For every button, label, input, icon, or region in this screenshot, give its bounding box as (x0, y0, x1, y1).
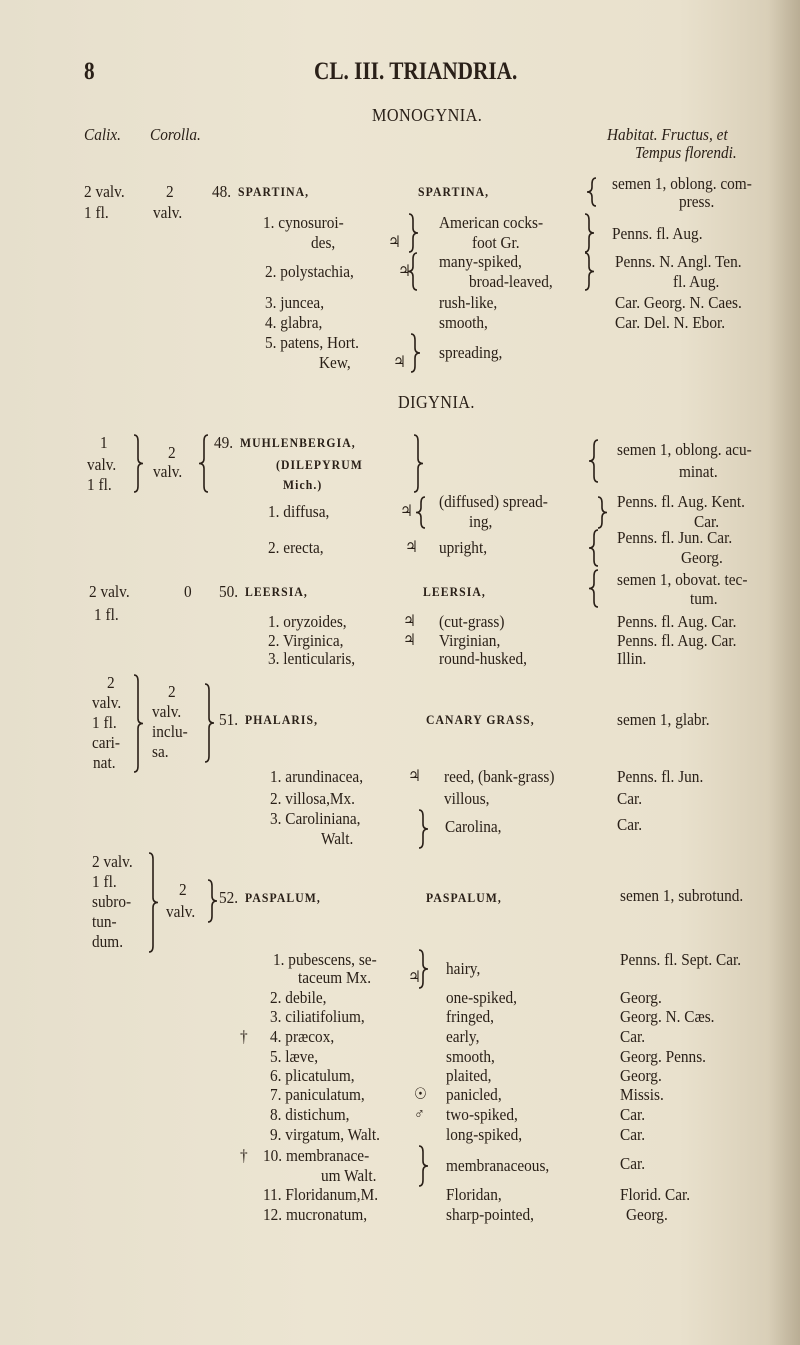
species-habitat: Penns. fl. Jun. (617, 767, 704, 786)
species-name: des, (311, 233, 336, 252)
species-habitat: Georg. Penns. (620, 1047, 706, 1066)
left-brace (589, 570, 598, 607)
species-english-name: early, (446, 1027, 480, 1046)
species-name: 2. erecta, (268, 538, 324, 557)
genus-number: 48. (212, 182, 232, 201)
genus-synonym: Mich.) (283, 477, 323, 492)
species-english-name: (cut-grass) (439, 612, 505, 631)
species-english-name: broad-leaved, (469, 272, 553, 291)
species-habitat: Car. (620, 1154, 646, 1173)
species-habitat: Illin. (617, 649, 647, 668)
calix-text: nat. (93, 753, 116, 772)
dagger-mark: † (240, 1146, 248, 1165)
left-brace (589, 440, 598, 482)
corolla-text: valv. (166, 902, 196, 921)
corolla-text: 2 (166, 182, 174, 201)
species-english-name: one-spiked, (446, 988, 517, 1007)
corolla-text: inclu- (152, 722, 188, 741)
right-brace (134, 675, 143, 772)
right-brace (419, 810, 428, 848)
left-brace (587, 178, 596, 206)
species-name: 5. læve, (270, 1047, 319, 1066)
species-habitat: Car. (620, 1027, 646, 1046)
right-brace (585, 214, 594, 252)
species-habitat: Georg. N. Cæs. (620, 1007, 715, 1026)
species-name: Kew, (319, 353, 351, 372)
column-header-habitat: Tempus florendi. (635, 143, 737, 162)
species-name: 11. Floridanum,M. (263, 1185, 379, 1204)
species-english-name: membranaceous, (446, 1156, 550, 1175)
species-name: 9. virgatum, Walt. (270, 1125, 380, 1144)
duration-symbol-icon: ☉ (414, 1086, 427, 1103)
species-english-name: Floridan, (446, 1185, 502, 1204)
species-english-name: smooth, (439, 313, 488, 332)
species-name: 2. polystachia, (265, 262, 354, 281)
genus-english-name: CANARY GRASS, (426, 712, 535, 727)
right-brace (598, 497, 607, 528)
genus-synonym: (DILEPYRUM (276, 457, 363, 472)
species-habitat: Missis. (620, 1085, 664, 1104)
species-english-name: rush-like, (439, 293, 498, 312)
species-name: 3. Caroliniana, (270, 809, 361, 828)
species-name: 12. mucronatum, (263, 1205, 368, 1224)
species-name: 10. membranace- (263, 1146, 370, 1165)
species-name: 1. arundinacea, (270, 767, 364, 786)
duration-symbol-icon: ♃ (393, 354, 406, 371)
calix-text: 1 fl. (92, 713, 117, 732)
genus-habitat: semen 1, subrotund. (620, 886, 744, 905)
species-english-name: round-husked, (439, 649, 527, 668)
genus-habitat: press. (679, 192, 715, 211)
species-habitat: Penns. fl. Aug. Kent. (617, 492, 745, 511)
species-english-name: ing, (469, 512, 493, 531)
right-brace (205, 684, 214, 762)
calix-text: cari- (92, 733, 121, 752)
calix-text: 1 fl. (92, 872, 117, 891)
species-english-name: foot Gr. (472, 233, 520, 252)
species-habitat: Penns. fl. Aug. Car. (617, 612, 737, 631)
right-brace (419, 950, 428, 988)
right-brace (419, 1146, 428, 1186)
duration-symbol-icon: ♃ (405, 539, 418, 556)
species-name: 8. distichum, (270, 1105, 350, 1124)
left-brace (416, 497, 425, 528)
species-name: 4. præcox, (270, 1027, 335, 1046)
species-habitat: Georg. (620, 988, 662, 1007)
genus-name: SPARTINA, (238, 184, 310, 199)
species-habitat: Car. (617, 815, 643, 834)
genus-habitat: semen 1, glabr. (617, 710, 710, 729)
species-name: 1. diffusa, (268, 502, 330, 521)
calix-text: 1 fl. (94, 605, 119, 624)
species-english-name: spreading, (439, 343, 503, 362)
corolla-text: 0 (184, 582, 192, 601)
species-english-name: fringed, (446, 1007, 495, 1026)
species-habitat: Penns. fl. Sept. Car. (620, 950, 742, 969)
column-header-habitat: Habitat. Fructus, et (607, 125, 728, 144)
calix-text: valv. (87, 455, 117, 474)
genus-english-name: SPARTINA, (418, 184, 490, 199)
species-english-name: two-spiked, (446, 1105, 518, 1124)
calix-text: 2 valv. (92, 852, 133, 871)
genus-habitat: tum. (690, 589, 718, 608)
genus-habitat: semen 1, oblong. acu- (617, 440, 752, 459)
duration-symbol-icon: ♃ (388, 234, 401, 251)
species-name: um Walt. (321, 1166, 377, 1185)
species-english-name: panicled, (446, 1085, 502, 1104)
species-habitat: Georg. (620, 1066, 662, 1085)
species-habitat: Car. (620, 1105, 646, 1124)
genus-english-name: LEERSIA, (423, 584, 486, 599)
species-habitat: Georg. (626, 1205, 668, 1224)
genus-name: PHALARIS, (245, 712, 319, 727)
calix-text: 2 valv. (84, 182, 125, 201)
left-brace (589, 530, 598, 566)
genus-name: PASPALUM, (245, 890, 321, 905)
calix-text: 1 (100, 433, 108, 452)
species-habitat: Florid. Car. (620, 1185, 691, 1204)
species-english-name: sharp-pointed, (446, 1205, 534, 1224)
species-habitat: Penns. N. Angl. Ten. (615, 252, 742, 271)
genus-english-name: PASPALUM, (426, 890, 502, 905)
right-brace (409, 214, 418, 252)
species-english-name: long-spiked, (446, 1125, 523, 1144)
right-brace (134, 435, 143, 492)
species-habitat: Car. (694, 512, 720, 531)
species-name: 3. lenticularis, (268, 649, 356, 668)
genus-name: LEERSIA, (245, 584, 308, 599)
species-habitat: fl. Aug. (673, 272, 720, 291)
genus-habitat: minat. (679, 462, 718, 481)
page-number: 8 (84, 58, 95, 85)
calix-text: subro- (92, 892, 132, 911)
species-habitat: Car. Georg. N. Caes. (615, 293, 742, 312)
species-english-name: Carolina, (445, 817, 502, 836)
species-name: 7. paniculatum, (270, 1085, 365, 1104)
duration-symbol-icon: ♂ (414, 1106, 425, 1123)
right-brace (585, 253, 594, 290)
species-name: 2. villosa,Mx. (270, 789, 356, 808)
calix-text: 2 (107, 673, 115, 692)
genus-number: 50. (219, 582, 239, 601)
species-name: taceum Mx. (298, 968, 372, 987)
species-name: 6. plicatulum, (270, 1066, 355, 1085)
column-header-calix: Calix. (84, 125, 121, 144)
genus-number: 49. (214, 433, 234, 452)
genus-habitat: semen 1, obovat. tec- (617, 570, 748, 589)
calix-text: 2 valv. (89, 582, 130, 601)
right-brace (149, 853, 158, 952)
left-brace (408, 253, 417, 290)
species-english-name: Virginian, (439, 631, 501, 650)
species-name: 3. juncea, (265, 293, 325, 312)
calix-text: 1 fl. (84, 203, 109, 222)
genus-name: MUHLENBERGIA, (240, 435, 356, 450)
genus-number: 51. (219, 710, 239, 729)
genus-habitat: semen 1, oblong. com- (612, 174, 752, 193)
species-english-name: hairy, (446, 959, 481, 978)
duration-symbol-icon: ♃ (408, 768, 421, 785)
duration-symbol-icon: ♃ (400, 503, 413, 520)
species-habitat: Georg. (681, 548, 723, 567)
corolla-text: valv. (153, 203, 183, 222)
species-english-name: smooth, (446, 1047, 495, 1066)
duration-symbol-icon: ♃ (398, 263, 411, 280)
corolla-text: valv. (152, 702, 182, 721)
species-english-name: villous, (444, 789, 490, 808)
column-header-corolla: Corolla. (150, 125, 201, 144)
right-brace (208, 880, 217, 922)
duration-symbol-icon: ♃ (403, 613, 416, 630)
genus-number: 52. (219, 888, 239, 907)
order-heading: DIGYNIA. (398, 392, 475, 412)
species-name: 2. Virginica, (268, 631, 344, 650)
species-english-name: (diffused) spread- (439, 492, 548, 511)
calix-text: dum. (92, 932, 124, 951)
duration-symbol-icon: ♃ (403, 632, 416, 649)
right-brace (411, 334, 420, 372)
species-english-name: upright, (439, 538, 488, 557)
left-brace (199, 435, 208, 492)
species-habitat: Penns. fl. Aug. (612, 224, 703, 243)
species-name: 1. cynosuroi- (263, 213, 344, 232)
corolla-text: 2 (179, 880, 187, 899)
species-habitat: Penns. fl. Jun. Car. (617, 528, 733, 547)
calix-text: valv. (92, 693, 122, 712)
species-name: 5. patens, Hort. (265, 333, 359, 352)
dagger-mark: † (240, 1027, 248, 1046)
species-name: 1. oryzoides, (268, 612, 347, 631)
corolla-text: sa. (152, 742, 169, 761)
page-title: CL. III. TRIANDRIA. (314, 58, 518, 85)
species-habitat: Car. (620, 1125, 646, 1144)
corolla-text: 2 (168, 443, 176, 462)
calix-text: tun- (92, 912, 117, 931)
species-english-name: plaited, (446, 1066, 492, 1085)
species-name: 3. ciliatifolium, (270, 1007, 365, 1026)
order-heading: MONOGYNIA. (372, 105, 483, 125)
corolla-text: valv. (153, 462, 183, 481)
species-name: 2. debile, (270, 988, 327, 1007)
species-name: Walt. (321, 829, 354, 848)
right-brace (414, 435, 423, 492)
species-habitat: Penns. fl. Aug. Car. (617, 631, 737, 650)
species-habitat: Car. Del. N. Ebor. (615, 313, 726, 332)
species-name: 1. pubescens, se- (273, 950, 377, 969)
species-habitat: Car. (617, 789, 643, 808)
species-english-name: reed, (bank-grass) (444, 767, 555, 786)
calix-text: 1 fl. (87, 475, 112, 494)
species-english-name: American cocks- (439, 213, 544, 232)
species-name: 4. glabra, (265, 313, 323, 332)
duration-symbol-icon: ♃ (408, 969, 421, 986)
corolla-text: 2 (168, 682, 176, 701)
species-english-name: many-spiked, (439, 252, 522, 271)
